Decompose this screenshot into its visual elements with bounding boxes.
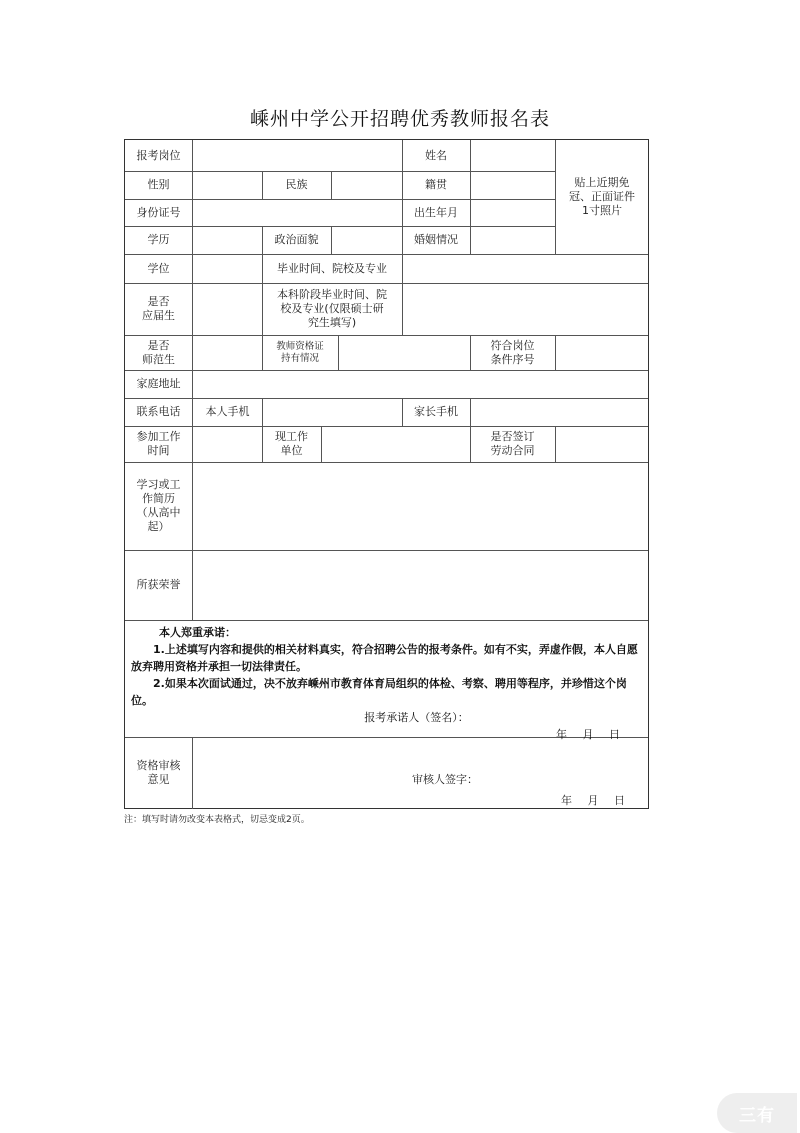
pledge-signature-label: 报考承诺人（签名）： bbox=[364, 711, 469, 724]
honors-field[interactable] bbox=[193, 550, 648, 620]
normal-school-label: 是否 师范生 bbox=[142, 338, 175, 366]
fresh-graduate-label: 是否 应届生 bbox=[142, 295, 175, 322]
contact-phone-label: 联系电话 bbox=[136, 405, 181, 418]
work-start-label: 参加工作 时间 bbox=[136, 430, 181, 457]
normal-school-field[interactable] bbox=[193, 335, 262, 370]
footnote: 注：填写时请勿改变本表格式，切忌变成2页。 bbox=[124, 815, 310, 825]
teacher-cert-label: 教师资格证 持有情况 bbox=[276, 340, 324, 364]
position-label: 报考岗位 bbox=[136, 148, 181, 162]
id-number-label: 身份证号 bbox=[136, 205, 181, 219]
pledge-item-1: 1.上述填写内容和提供的相关材料真实，符合招聘公告的报考条件。如有不实，弄虚作假，本人自愿放弃聘用资格并承担一切法律责任。 bbox=[131, 643, 638, 673]
origin-field[interactable] bbox=[471, 171, 555, 199]
honors-label: 所获荣誉 bbox=[136, 578, 181, 591]
teacher-cert-field[interactable] bbox=[339, 335, 470, 370]
ethnicity-label: 民族 bbox=[285, 178, 308, 191]
watermark-badge: 三有 bbox=[717, 1093, 797, 1133]
ethnicity-field[interactable] bbox=[332, 171, 402, 199]
work-start-field[interactable] bbox=[193, 426, 262, 462]
position-match-label: 符合岗位 条件序号 bbox=[490, 338, 535, 366]
origin-label: 籍贯 bbox=[425, 178, 447, 191]
political-status-label: 政治面貌 bbox=[274, 233, 319, 246]
name-field[interactable] bbox=[471, 140, 555, 171]
position-match-field[interactable] bbox=[556, 335, 648, 370]
photo-placeholder: 贴上近期免 冠、正面证件 1寸照片 bbox=[569, 176, 635, 217]
registration-form bbox=[124, 139, 649, 809]
marital-status-field[interactable] bbox=[471, 226, 555, 254]
review-opinion-field[interactable] bbox=[193, 738, 383, 768]
marital-status-label: 婚姻情况 bbox=[414, 233, 458, 246]
pledge-item-2: 2.如果本次面试通过，决不放弃嵊州市教育体育局组织的体检、考察、聘用等程序，并珍惜这个岗位。 bbox=[131, 677, 627, 707]
pledge-heading: 本人郑重承诺： bbox=[159, 626, 236, 639]
own-mobile-field[interactable] bbox=[263, 398, 402, 426]
undergrad-info-field[interactable] bbox=[403, 283, 648, 335]
name-label: 姓名 bbox=[425, 148, 447, 162]
current-unit-field[interactable] bbox=[322, 426, 470, 462]
contract-field[interactable] bbox=[556, 426, 648, 462]
contract-label: 是否签订 劳动合同 bbox=[490, 430, 535, 457]
resume-label: 学习或工 作简历 （从高中 起） bbox=[136, 478, 181, 533]
degree-label: 学位 bbox=[147, 261, 170, 275]
id-number-field[interactable] bbox=[193, 199, 402, 226]
review-label: 资格审核 意见 bbox=[136, 759, 181, 786]
education-field[interactable] bbox=[193, 226, 262, 254]
pledge-section bbox=[125, 620, 648, 741]
gender-label: 性别 bbox=[147, 178, 170, 191]
birth-date-field[interactable] bbox=[471, 199, 555, 226]
home-address-label: 家庭地址 bbox=[136, 377, 181, 390]
political-status-field[interactable] bbox=[332, 226, 402, 254]
birth-date-label: 出生年月 bbox=[414, 205, 458, 219]
fresh-graduate-field[interactable] bbox=[193, 283, 262, 335]
reviewer-signature-label: 审核人签字： bbox=[412, 773, 478, 786]
parent-mobile-field[interactable] bbox=[471, 398, 648, 426]
education-label: 学历 bbox=[147, 233, 170, 246]
own-mobile-label: 本人手机 bbox=[205, 405, 250, 418]
resume-field[interactable] bbox=[193, 462, 648, 550]
home-address-field[interactable] bbox=[193, 370, 648, 398]
page-title: 嵊州中学公开招聘优秀教师报名表 bbox=[249, 108, 550, 130]
review-date: 年 月 日 bbox=[561, 794, 625, 807]
gender-field[interactable] bbox=[193, 171, 262, 199]
parent-mobile-label: 家长手机 bbox=[414, 405, 458, 418]
graduation-info-label: 毕业时间、院校及专业 bbox=[277, 261, 387, 275]
position-field[interactable] bbox=[193, 140, 402, 171]
graduation-info-field[interactable] bbox=[403, 254, 648, 283]
undergrad-info-label: 本科阶段毕业时间、院 校及专业(仅限硕士研 究生填写) bbox=[277, 288, 387, 329]
current-unit-label: 现工作 单位 bbox=[275, 430, 308, 457]
pledge-date: 年 月 日 bbox=[556, 728, 620, 741]
degree-field[interactable] bbox=[193, 254, 262, 283]
